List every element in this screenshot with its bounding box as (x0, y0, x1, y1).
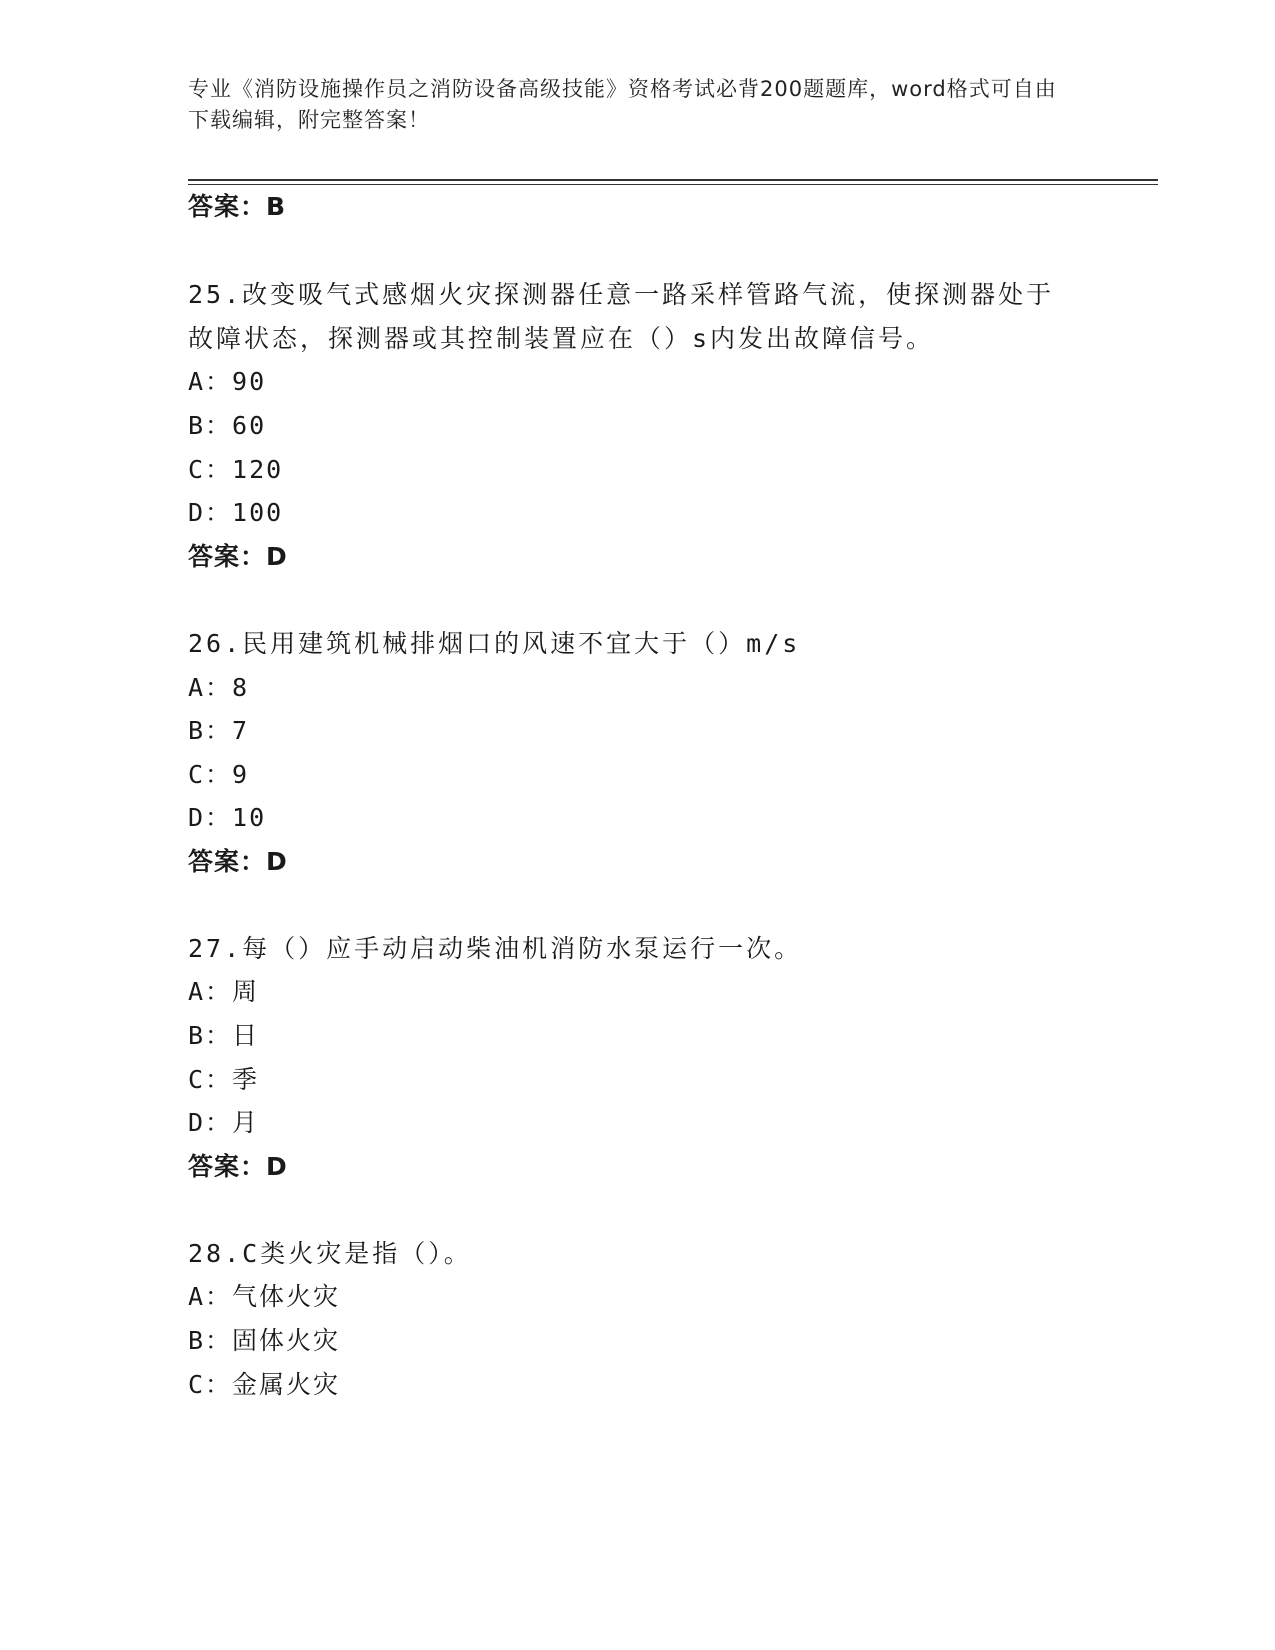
question-25-option-c: C：120 (188, 455, 284, 484)
question-27-option-c: C：季 (188, 1065, 260, 1094)
header-divider-thin (188, 184, 1158, 185)
question-27-stem: 27.每（）应手动启动柴油机消防水泵运行一次。 (188, 934, 803, 963)
question-26-answer: 答案：D (188, 847, 288, 876)
question-26-stem: 26.民用建筑机械排烟口的风速不宜大于（）m/s (188, 629, 801, 658)
question-27-option-a: A：周 (188, 977, 260, 1006)
question-25-answer: 答案：D (188, 542, 288, 571)
document-header: 专业《消防设施操作员之消防设备高级技能》资格考试必背200题题库，word格式可自由下载编辑，附完整答案！ (188, 77, 1057, 132)
header-divider-thick (188, 179, 1158, 181)
question-28-option-b: B：固体火灾 (188, 1326, 341, 1355)
question-28-option-c: C：金属火灾 (188, 1370, 341, 1399)
question-26-option-d: D：10 (188, 803, 267, 832)
question-26-option-b: B：7 (188, 716, 250, 745)
answer-line: 答案：B (188, 192, 287, 221)
question-27-option-d: D：月 (188, 1108, 260, 1137)
question-25-option-d: D：100 (188, 498, 284, 527)
question-26-option-c: C：9 (188, 760, 250, 789)
question-25-stem-continued: 故障状态，探测器或其控制装置应在（）s内发出故障信号。 (188, 324, 935, 353)
question-25-option-b: B：60 (188, 411, 267, 440)
question-28-stem: 28.C类火灾是指（）。 (188, 1239, 472, 1268)
question-27-option-b: B：日 (188, 1021, 260, 1050)
question-27-answer: 答案：D (188, 1152, 288, 1181)
question-25-stem: 25.改变吸气式感烟火灾探测器任意一路采样管路气流，使探测器处于 (188, 280, 1055, 309)
question-26-option-a: A：8 (188, 673, 250, 702)
question-25-option-a: A：90 (188, 367, 267, 396)
question-28-option-a: A：气体火灾 (188, 1282, 341, 1311)
